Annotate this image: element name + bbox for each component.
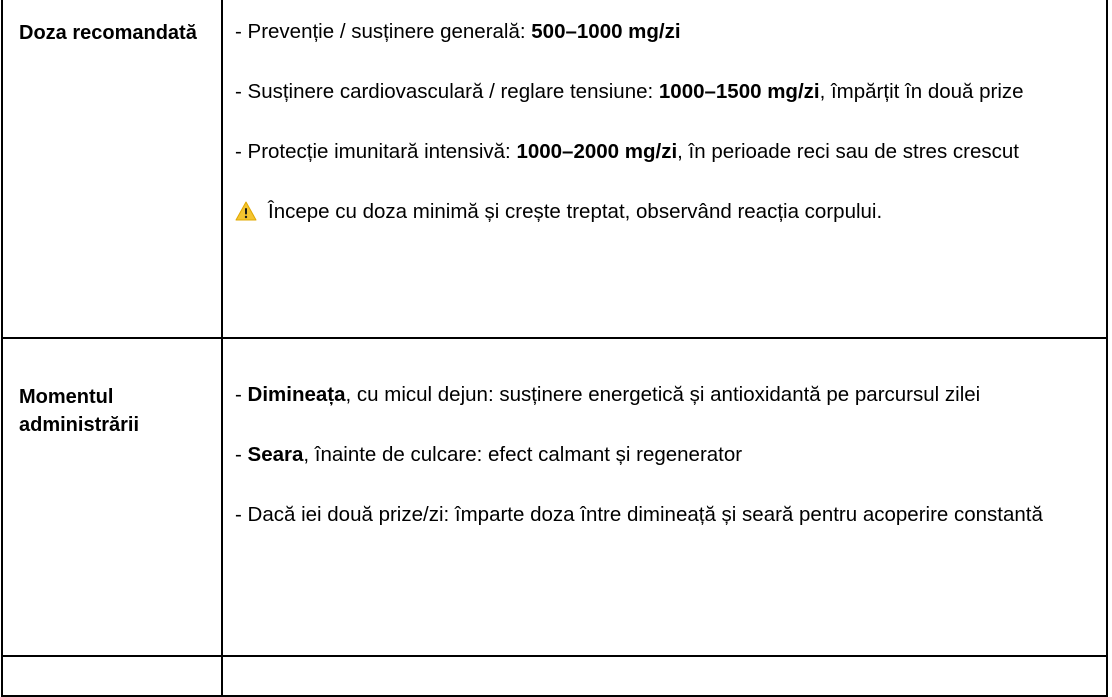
table-row-timing [2, 338, 1107, 656]
row-label-empty [2, 656, 222, 696]
list-item: - Dimineața, cu micul dejun: susținere energetică și antioxidantă pe parcursul zilei [235, 383, 981, 406]
row-label: Doza recomandată [2, 0, 222, 338]
row-label: Momentul administrării [2, 338, 222, 656]
row-content-empty [222, 656, 1107, 696]
warning-note [235, 196, 1094, 227]
row-content [222, 0, 1107, 338]
table-row-dose [2, 0, 1107, 338]
list-item: - Prevenție / susținere generală: 500–1000 mg/zi [235, 20, 681, 43]
table-row-partial [2, 656, 1107, 696]
list-item: - Dacă iei două prize/zi: împarte doza între dimineață și seară pentru acoperire constantă [235, 503, 1043, 526]
list-item: - Protecție imunitară intensivă: 1000–2000 mg/zi, în perioade reci sau de stres crescut [235, 140, 1019, 163]
dosage-table [1, 0, 1108, 697]
list-item: - Susținere cardiovasculară / reglare tensiune: 1000–1500 mg/zi, împărțit în două prize [235, 80, 1024, 103]
warning-text: Începe cu doza minimă și crește treptat, observând reacția corpului. [268, 200, 883, 223]
warning-icon [235, 201, 257, 221]
row-content [222, 338, 1107, 656]
list-item: - Seara, înainte de culcare: efect calmant și regenerator [235, 443, 743, 466]
